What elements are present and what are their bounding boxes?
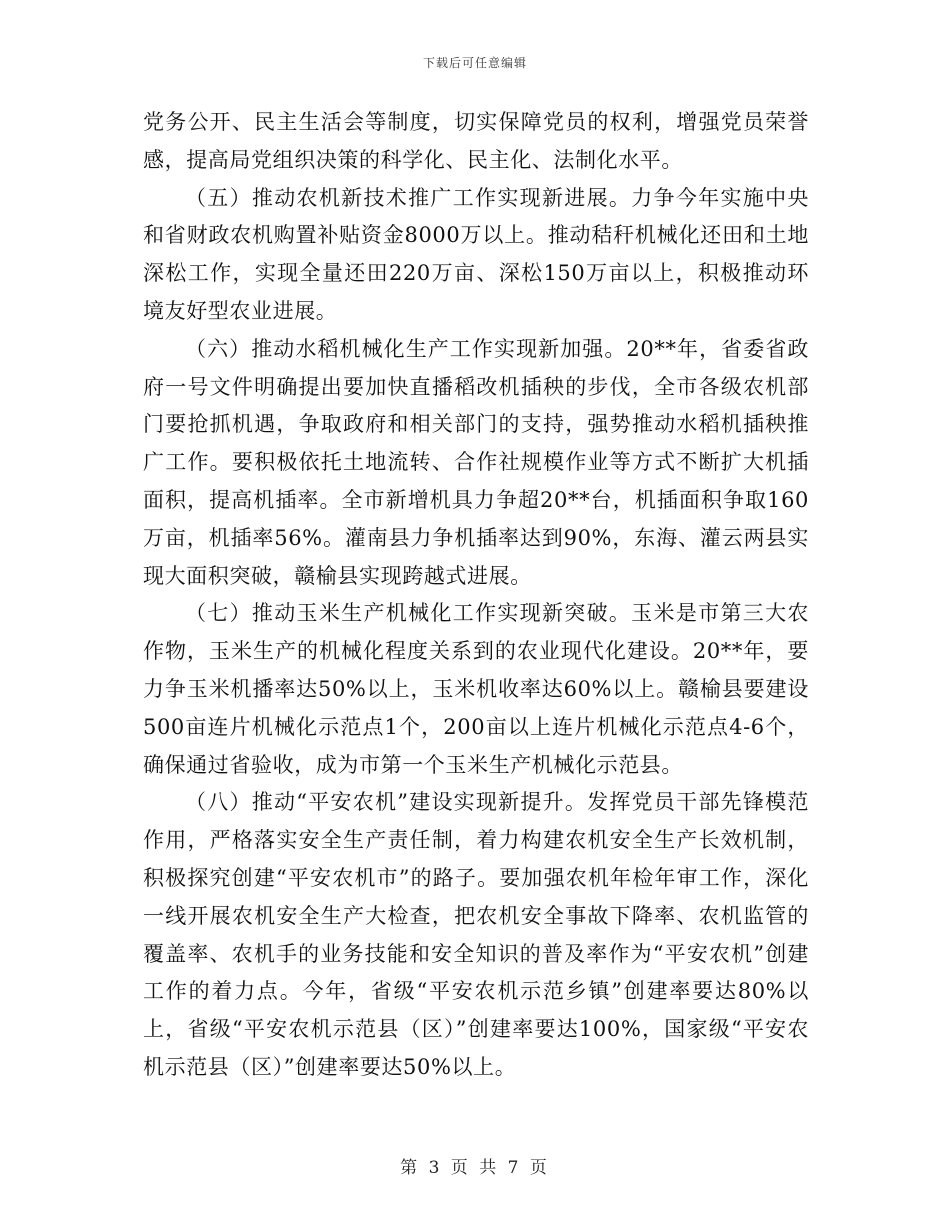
paragraph-section-6: （六）推动水稻机械化生产工作实现新加强。20**年，省委省政府一号文件明确提出要加快直播稻改机插秧的步伐，全市各级农机部门要抢抓机遇，争取政府和相关部门的支持，强势推动水稻机插秧推广工作。要积极依托土地流转、合作社规模作业等方式不断扩大机插面积，提高机插率。全市新增机具力争超20**台，机插面积争取160万亩，机插率56%。灌南县力争机插率达到90%，东海、灌云两县实现大面积突破，赣榆县实现跨越式进展。: [143, 336, 809, 588]
page-number-footer: 第 3 页 共 7 页: [400, 1158, 550, 1178]
page-header: 下载后可任意编辑: [422, 56, 527, 70]
paragraph-section-8: （八）推动“平安农机”建设实现新提升。发挥党员干部先锋模范作用，严格落实安全生产责任制，着力构建农机安全生产长效机制，积极探究创建“平安农机市”的路子。要加强农机年检年审工作，深化一线开展农机安全生产大检查，把农机安全事故下降率、农机监管的覆盖率、农机手的业务技能和安全知识的普及率作为“平安农机”创建工作的着力点。今年，省级“平安农机示范乡镇”创建率要达80%以上，省级“平安农机示范县（区）”创建率要达100%，国家级“平安农机示范县（区）”创建率要达50%以上。: [143, 790, 809, 1079]
paragraph-section-5: （五）推动农机新技术推广工作实现新进展。力争今年实施中央和省财政农机购置补贴资金8000万以上。推动秸秆机械化还田和土地深松工作，实现全量还田220万亩、深松150万亩以上，积极推动环境友好型农业进展。: [143, 185, 809, 323]
paragraph-section-7: （七）推动玉米生产机械化工作实现新突破。玉米是市第三大农作物，玉米生产的机械化程度关系到的农业现代化建设。20**年，要力争玉米机播率达50%以上，玉米机收率达60%以上。赣榆县要建设500亩连片机械化示范点1个，200亩以上连片机械化示范点4-6个，确保通过省验收，成为市第一个玉米生产机械化示范县。: [143, 601, 809, 777]
paragraph-continuation: 党务公开、民主生活会等制度，切实保障党员的权利，增强党员荣誉感，提高局党组织决策的科学化、民主化、法制化水平。: [143, 110, 809, 172]
document-body: [143, 104, 809, 1087]
